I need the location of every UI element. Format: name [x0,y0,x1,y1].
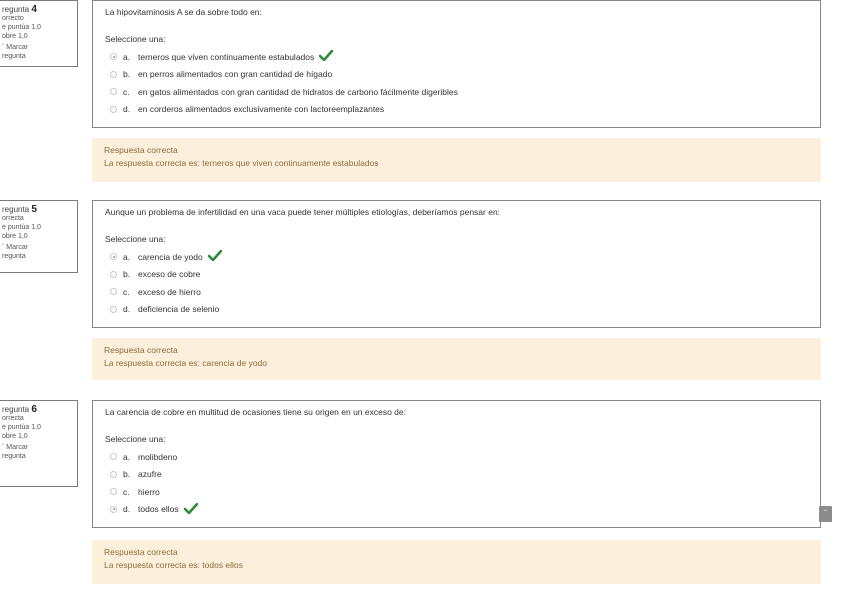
radio-button[interactable] [110,288,117,295]
question-status: orrecta [2,415,24,422]
feedback-answer: La respuesta correcta es: carencia de yodo [104,358,268,368]
question-box-6 [92,400,821,528]
radio-button[interactable] [110,471,117,478]
feedback-box-5 [92,338,821,380]
option-d[interactable]: d. deficiencia de selenio [105,301,808,319]
check-icon [208,250,222,263]
option-c[interactable]: c. hierro [105,483,808,501]
question-number: regunta 5 [2,204,37,215]
flag-icon: ˇ [2,444,5,451]
flag-question-link[interactable]: ˇ Marcar regunta [2,44,29,60]
feedback-answer: La respuesta correcta es: todos ellos [104,560,243,570]
question-status: orrecto [2,15,24,22]
question-number: regunta 4 [2,4,37,15]
option-c[interactable]: c. en gatos alimentados con gran cantidad de hidratos de carbono fácilmente digeribles [105,83,808,101]
flag-icon: ˇ [2,244,5,251]
question-info-6 [0,400,78,487]
question-score-max: obre 1,0 [2,433,28,440]
question-score: e puntúa 1,0 [2,24,41,31]
radio-button[interactable] [110,488,117,495]
question-number: regunta 6 [2,404,37,415]
feedback-box-6 [92,540,821,584]
question-box-5 [92,200,821,328]
radio-button[interactable] [110,453,117,460]
radio-button[interactable] [110,271,117,278]
radio-button[interactable] [110,506,117,513]
option-d[interactable]: d. todos ellos [105,501,808,519]
question-text: Aunque un problema de infertilidad en una vaca puede tener múltiples etiologías, deberíamos pensar en: [105,207,501,217]
radio-button[interactable] [110,253,117,260]
option-a[interactable]: a. terneros que viven continuamente estabulados [105,48,808,66]
radio-button[interactable] [110,71,117,78]
radio-button[interactable] [110,88,117,95]
flag-icon: ˇ [2,44,5,51]
option-a[interactable]: a. molibdeno [105,448,808,466]
question-score: e puntúa 1,0 [2,424,41,431]
question-score-max: obre 1,0 [2,33,28,40]
select-prompt: Seleccione una: [105,34,166,44]
question-box-4 [92,0,821,128]
flag-question-link[interactable]: ˇ Marcar regunta [2,444,29,460]
question-score-max: obre 1,0 [2,233,28,240]
flag-question-link[interactable]: ˇ Marcar regunta [2,244,29,260]
question-text: La carencia de cobre en multitud de ocasiones tiene su origen en un exceso de: [105,407,407,417]
feedback-status: Respuesta correcta [104,145,178,155]
option-a[interactable]: a. carencia de yodo [105,248,808,266]
option-b[interactable]: b. exceso de cobre [105,266,808,284]
radio-button[interactable] [110,106,117,113]
option-d[interactable]: d. en corderos alimentados exclusivamente con lactoreemplazantes [105,101,808,119]
check-icon [184,503,198,516]
question-text: La hipovitaminosis A se da sobre todo en: [105,7,262,17]
feedback-box-4 [92,138,821,182]
question-info-5 [0,200,78,273]
question-score: e puntúa 1,0 [2,224,41,231]
chevron-up-icon: ˆ [824,509,827,518]
feedback-answer: La respuesta correcta es: terneros que viven continuamente estabulados [104,158,379,168]
radio-button[interactable] [110,53,117,60]
option-b[interactable]: b. en perros alimentados con gran cantidad de hígado [105,66,808,84]
feedback-status: Respuesta correcta [104,345,178,355]
scroll-to-top-button[interactable] [819,506,832,522]
option-b[interactable]: b. azufre [105,466,808,484]
feedback-status: Respuesta correcta [104,547,178,557]
option-c[interactable]: c. exceso de hierro [105,283,808,301]
select-prompt: Seleccione una: [105,234,166,244]
question-info-4 [0,0,78,67]
check-icon [319,50,333,63]
question-status: orrecta [2,215,24,222]
select-prompt: Seleccione una: [105,434,166,444]
radio-button[interactable] [110,306,117,313]
